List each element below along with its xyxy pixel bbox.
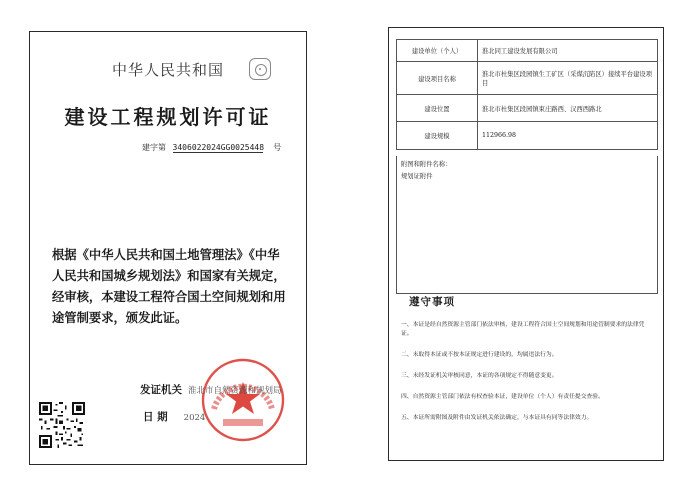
issue-date: 2024 — [183, 413, 206, 423]
row-value: 淮北同工建设发展有限公司 — [478, 40, 658, 62]
date-row — [143, 409, 205, 424]
attachments-label: 附图和附件名称： — [401, 161, 452, 168]
certificate-right-page — [388, 27, 664, 461]
list-item: 一、本证是经自然资源主管部门依法审核，建设工程符合国土空间规划和用途管制要求的法律凭证。 — [401, 322, 645, 337]
number-label: 建字第 — [142, 143, 166, 152]
attachments-box — [396, 156, 658, 294]
table-row — [397, 122, 658, 150]
date-label: 日 期 — [143, 411, 168, 423]
row-label: 建设位置 — [397, 95, 478, 122]
row-label: 建设单位（个人） — [397, 40, 478, 62]
issuer-row — [140, 382, 282, 397]
certificate-left-page — [29, 31, 307, 465]
notice-title: 遵守事项 — [409, 296, 455, 308]
row-label: 建设项目名称 — [397, 62, 478, 95]
certificate-title: 建设工程规划许可证 — [64, 105, 272, 129]
project-info-table — [396, 39, 658, 150]
official-seal-stamp — [200, 357, 286, 443]
issuer-name: 淮北市自然资源和规划局 — [188, 386, 282, 396]
emblem-icon — [249, 58, 271, 80]
qr-code-icon[interactable] — [39, 402, 85, 448]
country-heading: 中华人民共和国 — [111, 61, 224, 79]
list-item: 三、未经发证机关审核同意，本证的各项规定不得随意变更。 — [401, 373, 558, 379]
issuer-label: 发证机关 — [140, 384, 182, 396]
attachment-item: 规划证附件 — [401, 173, 433, 180]
row-value: 淮北市杜集区段园镇生工矿区（采煤沉陷区）接续平台建设项目 — [478, 62, 658, 95]
row-value: 淮北市杜集区段园镇束庄路西、汉西西路北 — [478, 95, 658, 122]
number-suffix: 号 — [273, 143, 282, 152]
row-label: 建设规模 — [397, 122, 478, 150]
certificate-body: 根据《中华人民共和国土地管理法》《中华人民共和国城乡规划法》和国家有关规定，经审核，本建设工程符合国土空间规划和用途管制要求，颁发此证。 — [52, 247, 286, 325]
certificate-number: 340602202​4GG0025448 — [172, 143, 265, 152]
table-row — [397, 95, 658, 122]
list-item: 四、自然资源主管部门依法有权查验本证，建设单位（个人）有责任提交查验。 — [401, 394, 604, 400]
notice-list — [401, 321, 653, 435]
table-row — [397, 62, 658, 95]
table-row — [397, 40, 658, 62]
list-item: 五、本证所需附图及附件由发证机关依法确定，与本证具有同等法律效力。 — [401, 415, 593, 421]
row-value: 112966.98 — [478, 122, 658, 150]
list-item: 二、未取得本证或不按本证规定进行建设的，均属违法行为。 — [401, 352, 558, 358]
certificate-number-row — [142, 142, 281, 153]
